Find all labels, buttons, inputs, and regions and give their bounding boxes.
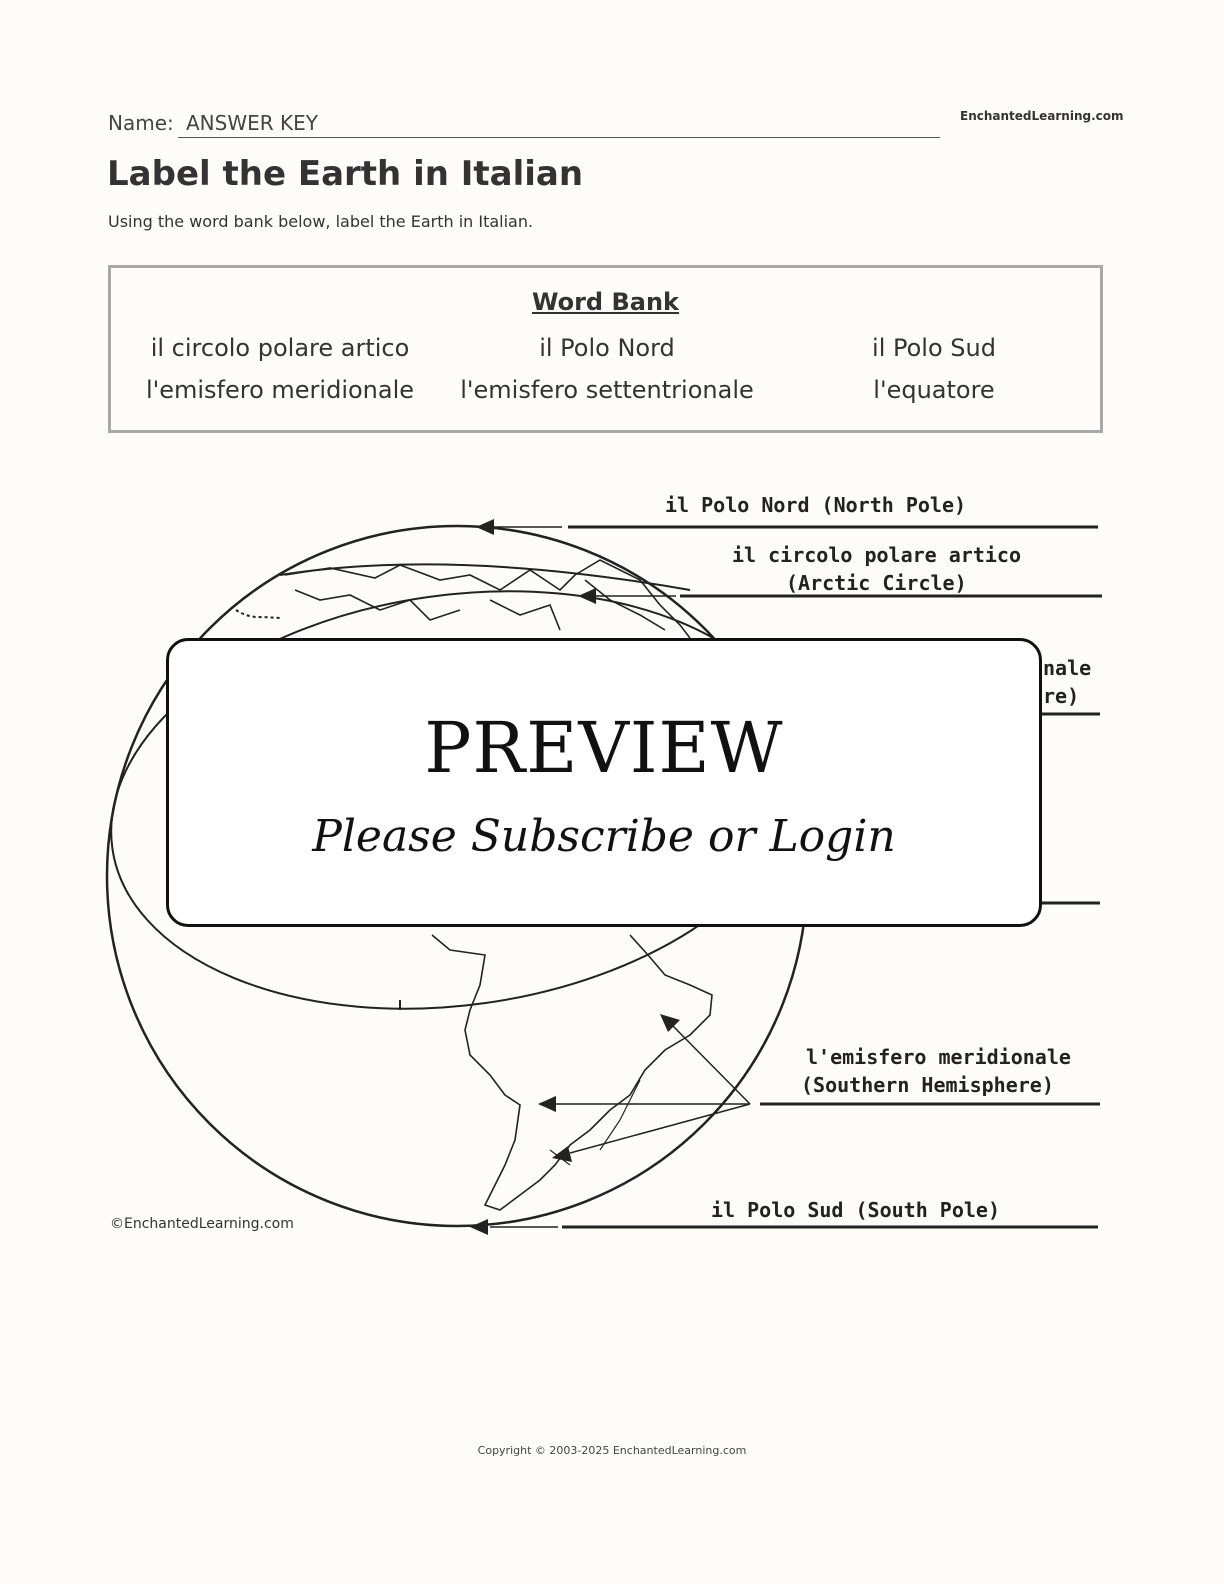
label-northern-frag2: re) xyxy=(1043,684,1080,708)
label-southern-line2: (Southern Hemisphere) xyxy=(801,1073,1054,1097)
south-america-outline xyxy=(432,935,712,1210)
footer-copyright: Copyright © 2003-2025 EnchantedLearning.com xyxy=(477,1444,747,1457)
word-bank-item: l'equatore xyxy=(873,376,995,404)
site-link[interactable]: EnchantedLearning.com xyxy=(960,109,1124,123)
label-arctic-line2: (Arctic Circle) xyxy=(786,571,967,595)
word-bank-title: Word Bank xyxy=(531,288,679,316)
label-south-pole: il Polo Sud (South Pole) xyxy=(711,1198,1000,1222)
preview-subtitle: Please Subscribe or Login xyxy=(312,811,896,862)
word-bank-item: il Polo Nord xyxy=(539,334,675,362)
word-bank-item: il circolo polare artico xyxy=(150,334,410,362)
name-label: Name: xyxy=(108,111,174,135)
north-pole-arrow xyxy=(476,519,494,535)
label-northern-frag1: nale xyxy=(1043,656,1092,680)
instructions: Using the word bank below, label the Earth in Italian. xyxy=(108,212,534,231)
preview-title: PREVIEW xyxy=(424,707,784,789)
name-value: ANSWER KEY xyxy=(186,111,318,135)
diagram-copyright: ©EnchantedLearning.com xyxy=(110,1216,294,1232)
dotted-coast xyxy=(236,610,280,618)
arctic-circle-arrow xyxy=(578,588,596,604)
label-north-pole: il Polo Nord (North Pole) xyxy=(665,493,967,517)
word-bank-item: il Polo Sud xyxy=(872,334,996,362)
southern-arrow-1 xyxy=(538,1096,556,1112)
label-arctic-line1: il circolo polare artico xyxy=(732,543,1021,567)
word-bank-item: l'emisfero settentrionale xyxy=(460,376,754,404)
page-title: Label the Earth in Italian xyxy=(107,154,584,194)
label-southern-line1: l'emisfero meridionale xyxy=(806,1045,1071,1069)
arctic-circle-arc xyxy=(280,564,690,590)
south-pole-arrow xyxy=(470,1219,488,1235)
preview-overlay[interactable] xyxy=(166,638,1042,927)
word-bank-item: l'emisfero meridionale xyxy=(145,376,415,404)
